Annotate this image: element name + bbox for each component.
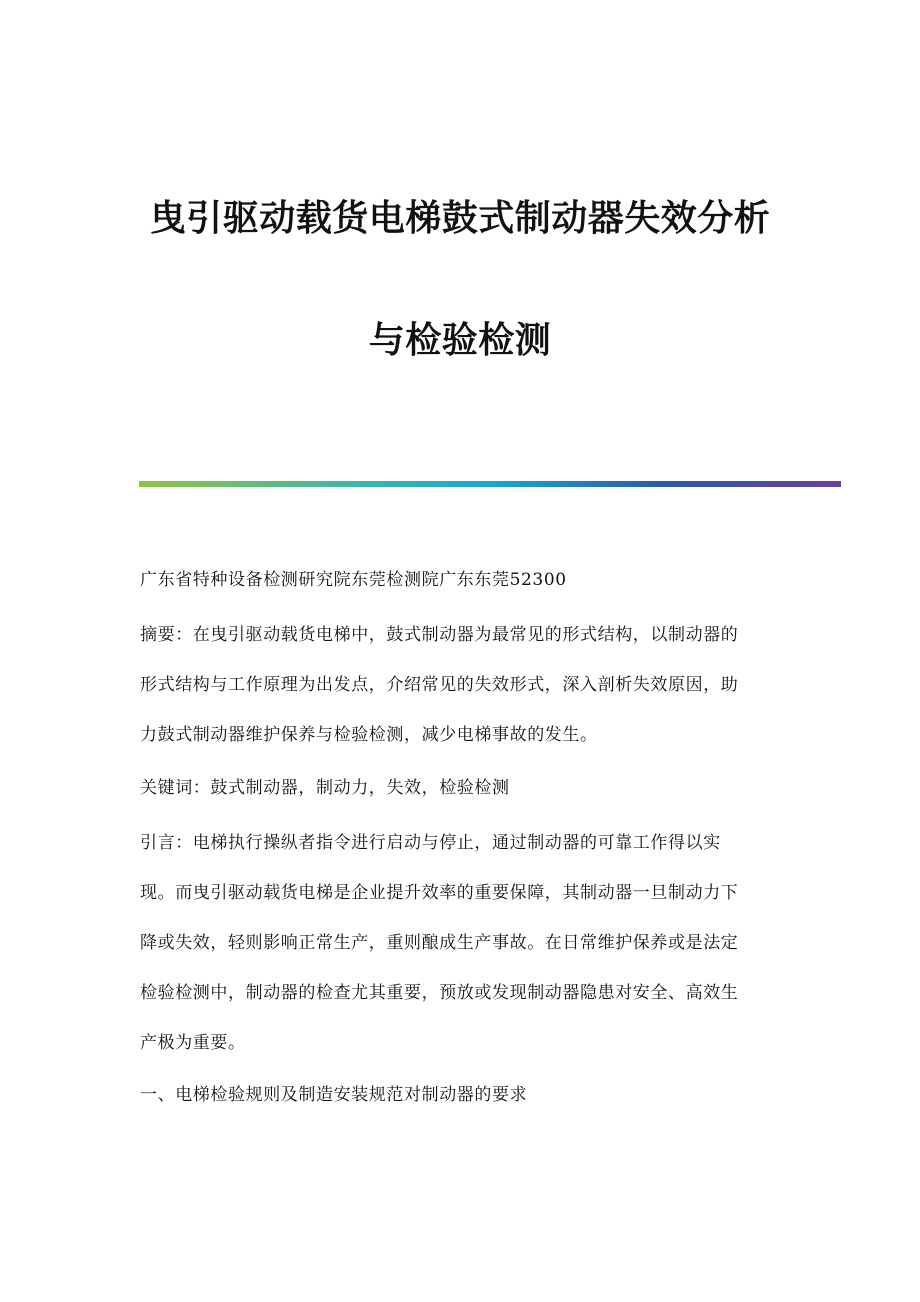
intro-line: 产极为重要。 [140, 1033, 246, 1053]
section-heading: 一、电梯检验规则及制造安装规范对制动器的要求 [140, 1085, 528, 1105]
intro-line: 引言：电梯执行操纵者指令进行启动与停止，通过制动器的可靠工作得以实 [140, 833, 721, 853]
abstract [140, 610, 780, 760]
intro-line: 现。而曳引驱动载货电梯是企业提升效率的重要保障，其制动器一旦制动力下 [140, 883, 739, 903]
abstract-line: 摘要：在曳引驱动载货电梯中，鼓式制动器为最常见的形式结构，以制动器的 [140, 625, 739, 645]
page-title-line-1: 曳引驱动载货电梯鼓式制动器失效分析 [149, 198, 771, 239]
gradient-divider [139, 481, 841, 487]
introduction [140, 818, 780, 1068]
keywords: 关键词：鼓式制动器，制动力，失效，检验检测 [140, 778, 510, 798]
abstract-line: 力鼓式制动器维护保养与检验检测，减少电梯事故的发生。 [140, 725, 598, 745]
intro-line: 降或失效，轻则影响正常生产，重则酿成生产事故。在日常维护保养或是法定 [140, 933, 739, 953]
page-title-line-2: 与检验检测 [368, 320, 552, 361]
intro-line: 检验检测中，制动器的检查尤其重要，预放或发现制动器隐患对安全、高效生 [140, 983, 739, 1003]
affiliation: 广东省特种设备检测研究院东莞检测院广东东莞52300 [140, 570, 567, 590]
abstract-line: 形式结构与工作原理为出发点，介绍常见的失效形式，深入剖析失效原因，助 [140, 675, 739, 695]
